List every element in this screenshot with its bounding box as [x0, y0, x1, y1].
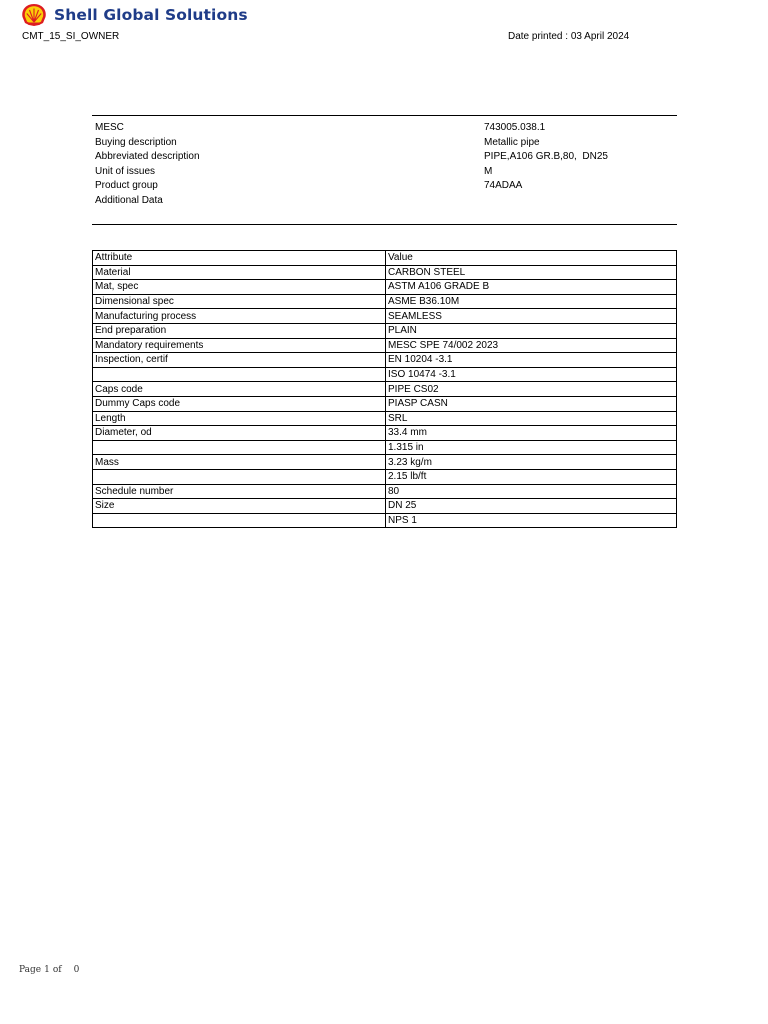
- page-footer: [19, 965, 82, 975]
- table-cell-attribute: Material: [93, 265, 386, 280]
- table-cell-attribute: Diameter, od: [93, 426, 386, 441]
- summary-value: Metallic pipe: [484, 136, 540, 148]
- summary-row: [95, 179, 675, 194]
- table-cell-value: SEAMLESS: [386, 309, 677, 324]
- table-cell-attribute: Dummy Caps code: [93, 396, 386, 411]
- table-cell-value: MESC SPE 74/002 2023: [386, 338, 677, 353]
- table-cell-attribute: Mandatory requirements: [93, 338, 386, 353]
- table-row: [93, 353, 677, 368]
- table-row: [93, 469, 677, 484]
- table-cell-value: Value: [386, 251, 677, 266]
- table-cell-value: ISO 10474 -3.1: [386, 367, 677, 382]
- summary-key: Additional Data: [95, 194, 163, 206]
- table-row: [93, 338, 677, 353]
- table-row: [93, 367, 677, 382]
- summary-key: Buying description: [95, 136, 177, 148]
- table-cell-value: CARBON STEEL: [386, 265, 677, 280]
- table-cell-attribute: Manufacturing process: [93, 309, 386, 324]
- table-header-row: [93, 251, 677, 266]
- table-row: [93, 396, 677, 411]
- summary-key: Product group: [95, 180, 158, 191]
- of-label: of: [52, 965, 62, 975]
- attributes-table: [92, 250, 677, 528]
- summary-row: [95, 136, 675, 151]
- table-row: [93, 484, 677, 499]
- page-number: 1: [44, 965, 50, 975]
- table-cell-value: 1.315 in: [386, 440, 677, 455]
- table-cell-attribute: Caps code: [93, 382, 386, 397]
- table-row: [93, 499, 677, 514]
- table-cell-attribute: Inspection, certif: [93, 353, 386, 368]
- table-row: [93, 265, 677, 280]
- table-cell-attribute: [93, 367, 386, 382]
- owner-label: CMT_15_SI_OWNER: [22, 31, 120, 42]
- summary-key: Abbreviated description: [95, 151, 200, 162]
- table-row: [93, 426, 677, 441]
- summary-row: [95, 150, 675, 165]
- total-pages: 0: [73, 965, 80, 975]
- table-row: [93, 323, 677, 338]
- table-cell-attribute: Attribute: [93, 251, 386, 266]
- table-row: [93, 411, 677, 426]
- table-cell-value: 2.15 lb/ft: [386, 469, 677, 484]
- table-cell-attribute: Mass: [93, 455, 386, 470]
- table-cell-attribute: [93, 440, 386, 455]
- table-row: [93, 455, 677, 470]
- summary-row: [95, 121, 675, 136]
- table-cell-value: EN 10204 -3.1: [386, 353, 677, 368]
- table-cell-value: ASTM A106 GRADE B: [386, 280, 677, 295]
- header-logo-group: [20, 3, 248, 27]
- table-row: [93, 513, 677, 528]
- table-cell-value: 3.23 kg/m: [386, 455, 677, 470]
- summary-value: PIPE,A106 GR.B,80, DN25: [484, 151, 608, 162]
- table-row: [93, 294, 677, 309]
- table-cell-attribute: Dimensional spec: [93, 294, 386, 309]
- bottom-divider: [92, 224, 677, 225]
- table-cell-value: PIASP CASN: [386, 396, 677, 411]
- table-cell-attribute: Length: [93, 411, 386, 426]
- summary-value: 743005.038.1: [484, 122, 546, 133]
- summary-key: MESC: [95, 122, 124, 133]
- table-cell-attribute: End preparation: [93, 323, 386, 338]
- table-cell-attribute: Size: [93, 499, 386, 514]
- table-row: [93, 382, 677, 397]
- page-label: Page: [19, 965, 42, 975]
- table-cell-value: PIPE CS02: [386, 382, 677, 397]
- table-cell-value: 80: [386, 484, 677, 499]
- summary-row: [95, 165, 675, 180]
- table-row: [93, 280, 677, 295]
- table-cell-value: PLAIN: [386, 323, 677, 338]
- table-cell-value: SRL: [386, 411, 677, 426]
- table-cell-attribute: [93, 513, 386, 528]
- summary-value: 74ADAA: [484, 180, 523, 191]
- table-cell-value: 33.4 mm: [386, 426, 677, 441]
- shell-pecten-logo-icon: [20, 3, 48, 27]
- table-cell-attribute: Schedule number: [93, 484, 386, 499]
- summary-value: M: [484, 165, 493, 177]
- summary-section: [95, 121, 675, 208]
- date-printed: Date printed : 03 April 2024: [508, 31, 630, 42]
- table-row: [93, 309, 677, 324]
- table-cell-value: DN 25: [386, 499, 677, 514]
- table-cell-value: NPS 1: [386, 513, 677, 528]
- summary-row: [95, 194, 675, 209]
- table-cell-attribute: [93, 469, 386, 484]
- table-cell-value: ASME B36.10M: [386, 294, 677, 309]
- table-row: [93, 440, 677, 455]
- summary-key: Unit of issues: [95, 165, 156, 177]
- brand-name: Shell Global Solutions: [54, 6, 248, 24]
- table-cell-attribute: Mat, spec: [93, 280, 386, 295]
- top-divider: [92, 115, 677, 116]
